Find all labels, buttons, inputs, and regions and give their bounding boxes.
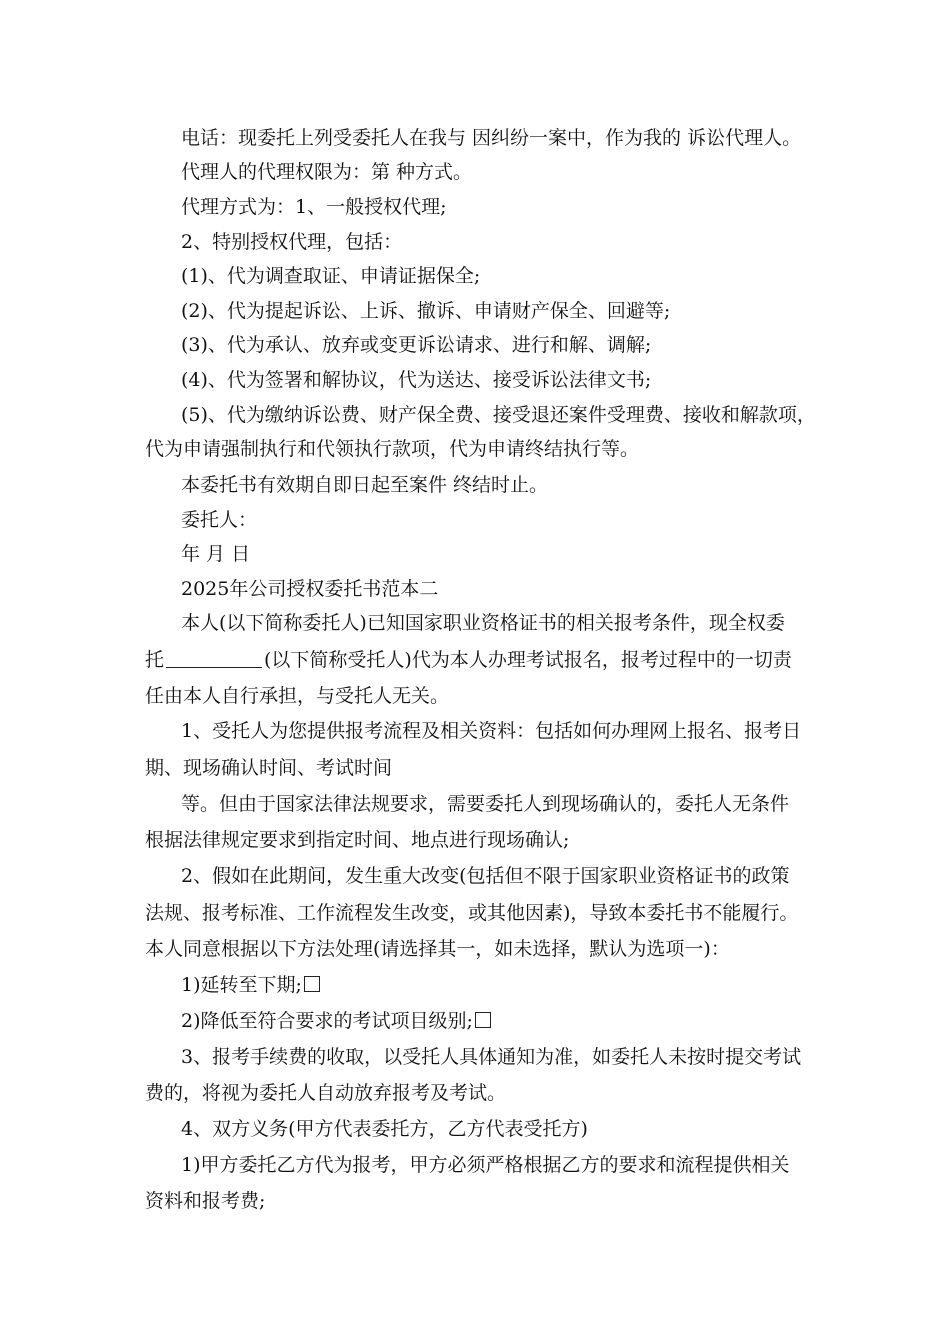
clause-3-line1: 3、报考手续费的收取，以受托人具体通知为准，如委托人未按时提交考试 [181,1046,802,1068]
paragraph-authority-scope: 代理人的代理权限为：第 种方式。 [181,161,473,183]
clause-1-cont-line1: 等。但由于国家法律法规要求，需要委托人到现场确认的，委托人无条件 [181,793,790,815]
paragraph-phone-delegation: 电话：现委托上列受委托人在我与 因纠纷一案中，作为我的 诉讼代理人。 [181,127,802,149]
clause-3-line2: 费的，将视为委托人自动放弃报考及考试。 [145,1082,507,1104]
paragraph-agency-mode: 代理方式为：1、一般授权代理; [181,196,447,218]
clause-4-item1-line1: 1)甲方委托乙方代为报考，甲方必须严格根据乙方的要求和流程提供相关 [181,1154,790,1176]
list-item-5-line1: (5)、代为缴纳诉讼费、财产保全费、接受退还案件受理费、接收和解款项， [181,404,816,426]
paragraph-intro-line1: 本人(以下简称委托人)已知国家职业资格证书的相关报考条件，现全权委 [181,612,785,634]
option-1 [181,973,320,997]
option-2-label: 2)降低至符合要求的考试项目级别; [181,1010,473,1032]
clause-1-line1: 1、受托人为您提供报考流程及相关资料：包括如何办理网上报名、报考日 [181,720,802,742]
clause-1-line2: 期、现场确认时间、考试时间 [145,757,393,779]
agent-name-blank [166,649,262,668]
paragraph-special-agency: 2、特别授权代理，包括： [181,231,403,253]
clause-4-item1-line2: 资料和报考费; [145,1190,266,1212]
clause-2-line1: 2、假如在此期间，发生重大改变(包括但不限于国家职业资格证书的政策 [181,865,790,887]
section-title: 2025年公司授权委托书范本二 [181,578,439,600]
clause-4-heading: 4、双方义务(甲方代表委托方，乙方代表受托方) [181,1118,588,1140]
option-2 [181,1009,491,1033]
paragraph-intro-line3: 任由本人自行承担，与受托人无关。 [145,685,450,707]
clause-2-line2: 法规、报考标准、工作流程发生改变，或其他因素)，导致本委托书不能履行。 [145,902,799,924]
clause-2-line3: 本人同意根据以下方法处理(请选择其一，如未选择，默认为选项一)： [145,938,730,960]
option-2-checkbox[interactable] [475,1012,491,1028]
paragraph-intro-line2 [145,648,792,672]
list-item-2: (2)、代为提起诉讼、上诉、撤诉、申请财产保全、回避等; [181,300,671,322]
option-1-label: 1)延转至下期; [181,974,302,996]
list-item-3: (3)、代为承认、放弃或变更诉讼请求、进行和解、调解; [181,334,652,356]
intro-suffix: (以下简称受托人)代为本人办理考试报名，报考过程中的一切责 [264,649,792,671]
list-item-4: (4)、代为签署和解协议，代为送达、接受诉讼法律文书; [181,369,652,391]
paragraph-validity: 本委托书有效期自即日起至案件 终结时止。 [181,474,549,496]
clause-1-cont-line2: 根据法律规定要求到指定时间、地点进行现场确认; [145,829,570,851]
list-item-1: (1)、代为调查取证、申请证据保全; [181,265,481,287]
signature-date: 年 月 日 [181,543,251,565]
signature-principal: 委托人： [181,509,258,531]
list-item-5-line2: 代为申请强制执行和代领执行款项，代为申请终结执行等。 [145,438,640,460]
option-1-checkbox[interactable] [304,976,320,992]
intro-prefix: 托 [145,649,165,671]
